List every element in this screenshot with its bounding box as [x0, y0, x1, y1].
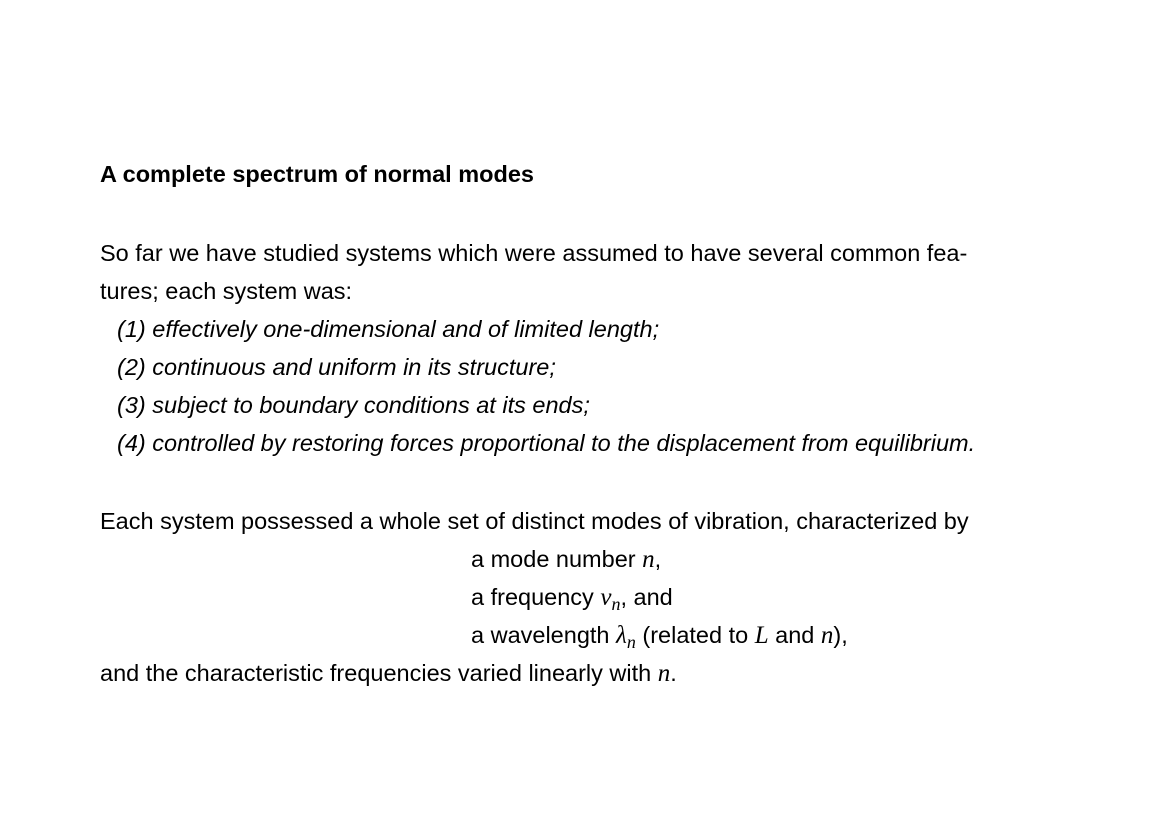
wavelength-n-symbol: n	[820, 622, 834, 649]
wavelength-and-text: and	[768, 622, 821, 648]
frequency-suffix: , and	[620, 584, 673, 610]
wavelength-suffix: ),	[833, 622, 848, 648]
intro-line-1: So far we have studied systems which were assumed to have several common fea-	[100, 240, 968, 266]
document-page	[100, 0, 1075, 826]
mode-number-label: a mode number	[471, 546, 643, 572]
intro-line-2: tures; each system was:	[100, 278, 353, 304]
frequency-line	[471, 583, 673, 613]
wavelength-subscript: n	[626, 632, 636, 652]
wavelength-label: a wavelength	[471, 622, 617, 648]
closing-suffix: .	[670, 660, 677, 686]
feature-item-4: (4) controlled by restoring forces proportional to the displacement from equilibrium.	[117, 430, 976, 456]
summary-line-1: Each system possessed a whole set of distinct modes of vibration, characterized by	[100, 508, 969, 534]
frequency-subscript: n	[611, 594, 621, 614]
frequency-label: a frequency	[471, 584, 601, 610]
wavelength-symbol: λ	[616, 622, 627, 649]
mode-number-suffix: ,	[654, 546, 662, 572]
feature-item-1: (1) effectively one-dimensional and of limited length;	[117, 316, 660, 342]
section-title: A complete spectrum of normal modes	[100, 161, 534, 187]
feature-item-3: (3) subject to boundary conditions at its ends;	[117, 392, 590, 418]
mode-number-line	[471, 545, 661, 574]
mode-number-symbol: n	[642, 546, 655, 573]
feature-item-2: (2) continuous and uniform in its structure;	[117, 354, 556, 380]
length-symbol: L	[754, 622, 769, 649]
frequency-symbol: ν	[600, 584, 612, 611]
closing-text: and the characteristic frequencies varied linearly with	[100, 660, 658, 686]
wavelength-line	[471, 621, 848, 651]
closing-symbol: n	[657, 660, 671, 687]
summary-line-2	[100, 659, 677, 688]
wavelength-related-text: (related to	[635, 622, 755, 648]
